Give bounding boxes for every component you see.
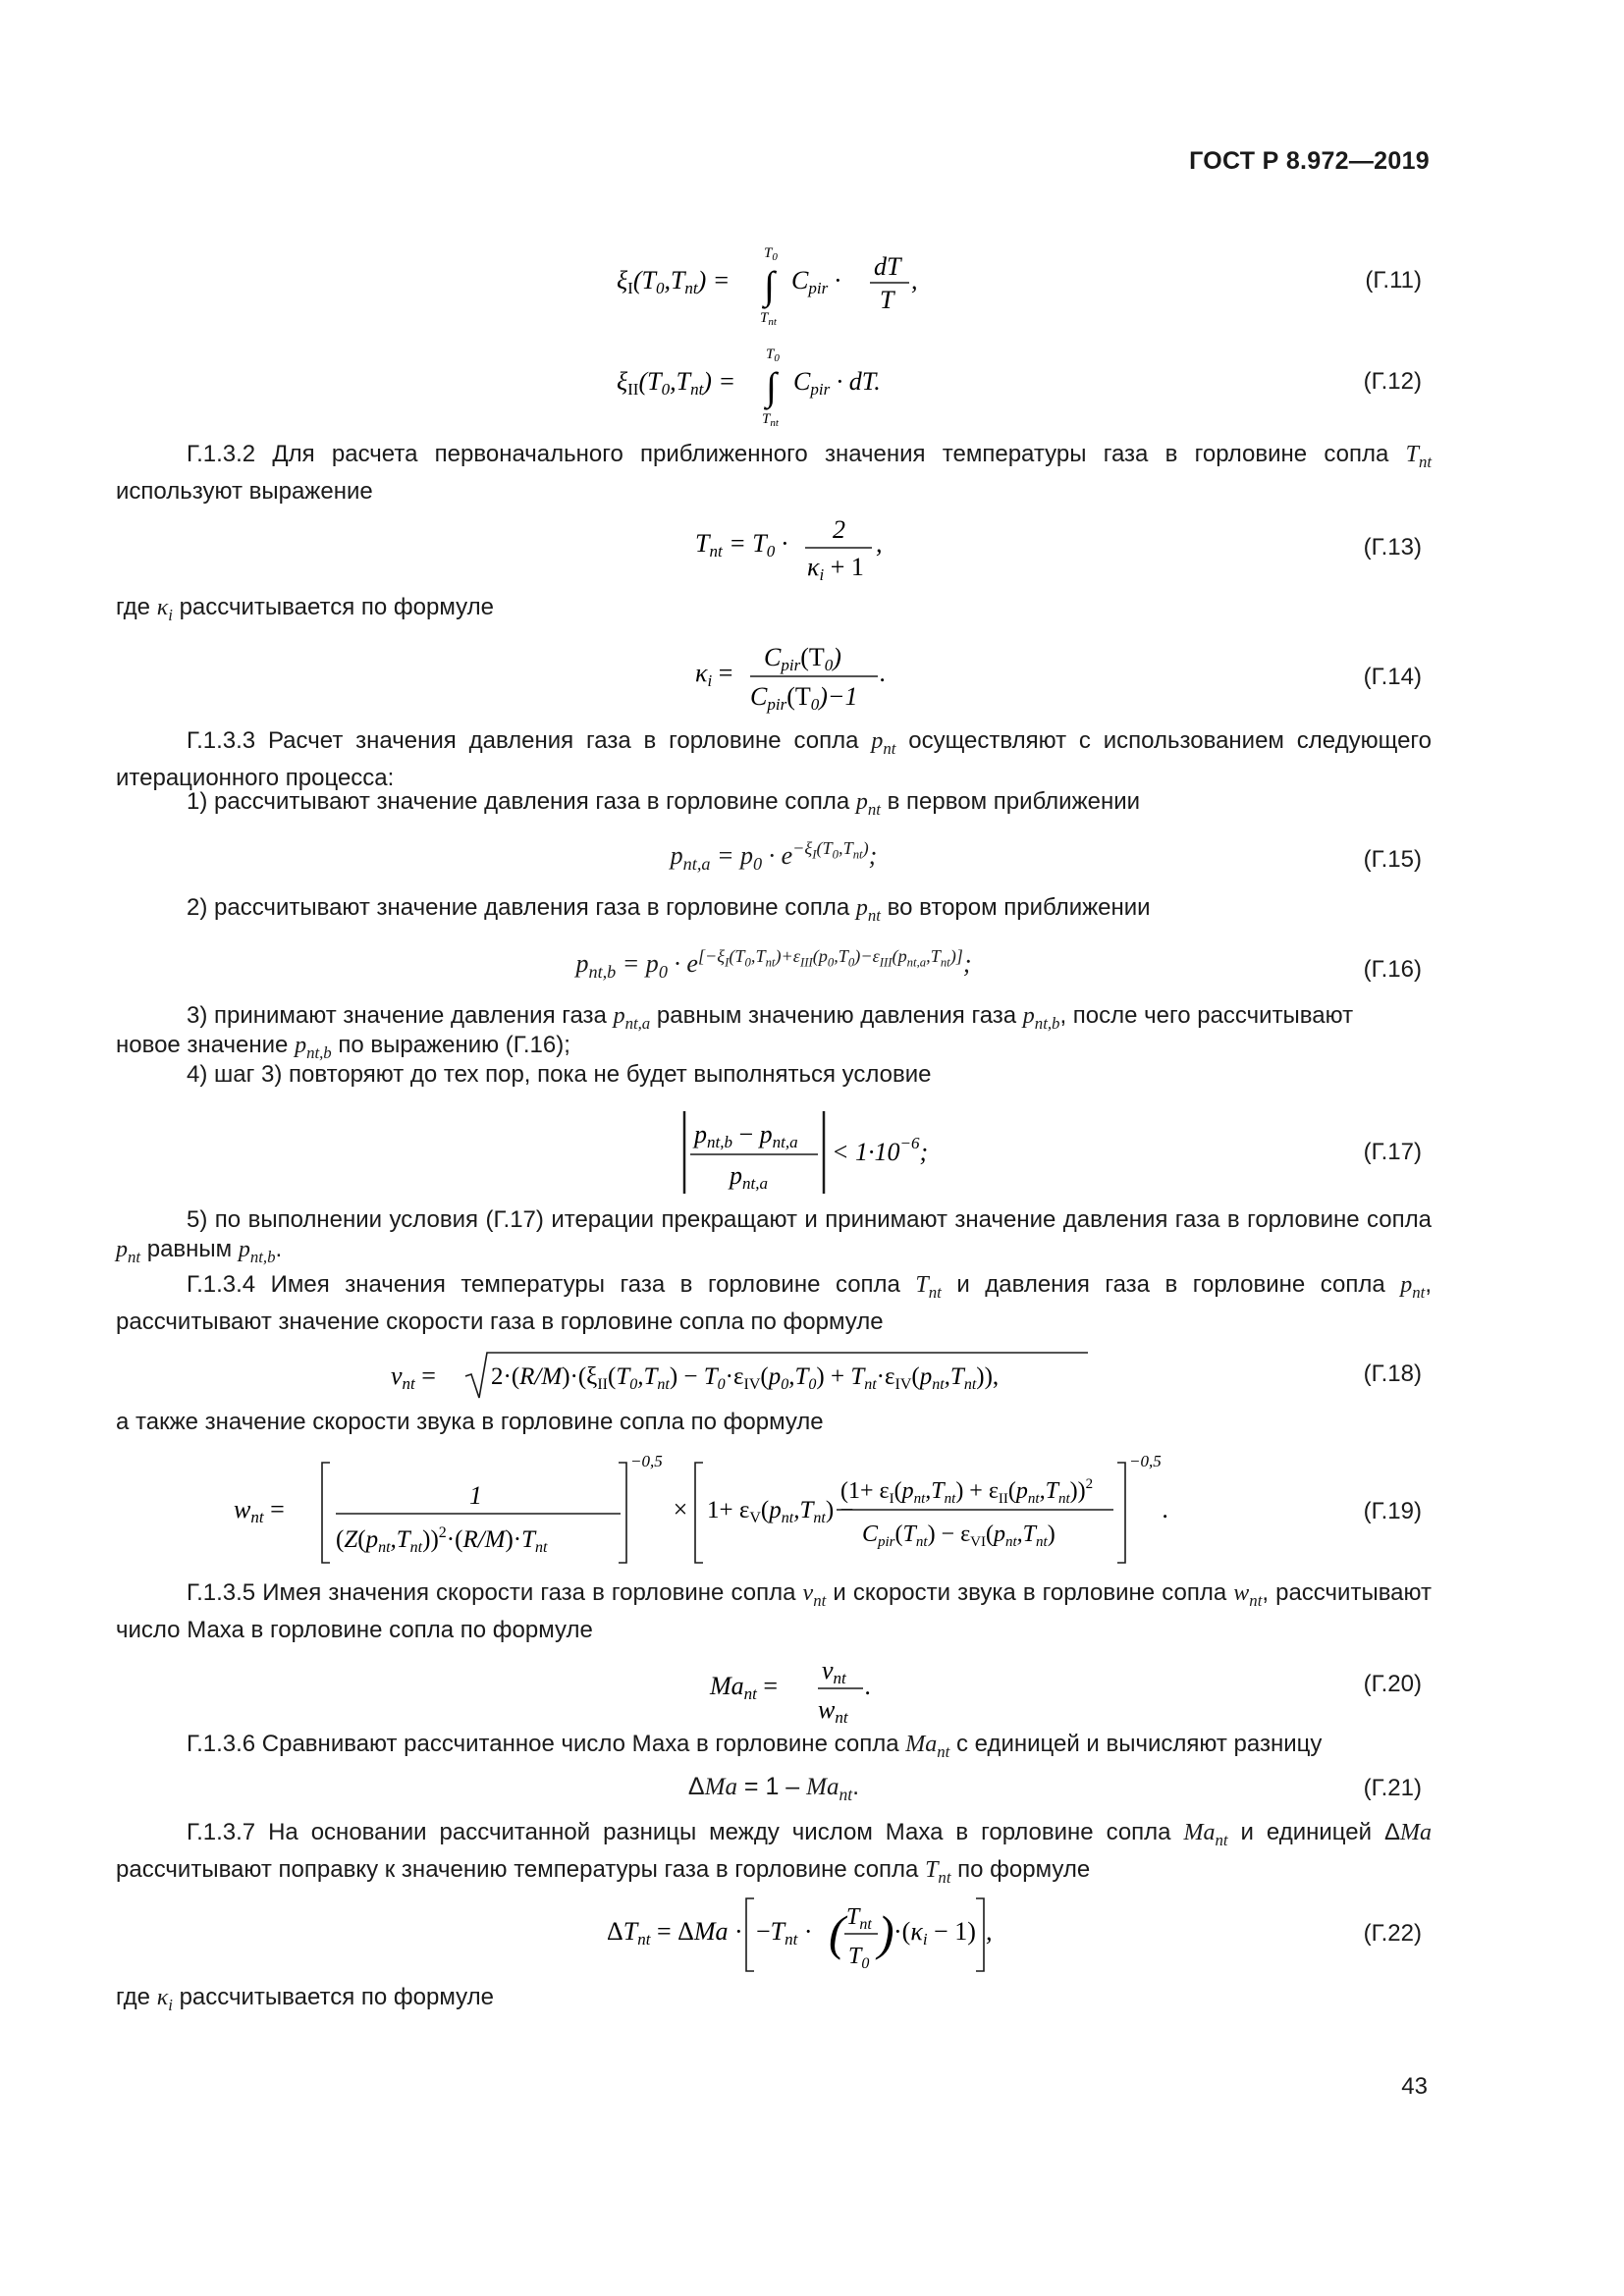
equation-g17 <box>116 1107 1432 1193</box>
g11-comma: , <box>911 266 918 294</box>
g18-lhs: vnt = <box>391 1362 436 1393</box>
g20-numerator: vnt <box>822 1656 846 1687</box>
g19-numerator-1: 1 <box>469 1481 482 1510</box>
g22-numerator: $T_{nt}$ <box>846 1904 872 1933</box>
g22-term: −Tnt · <box>756 1917 813 1949</box>
g17-denominator: pnt,a <box>730 1161 768 1193</box>
equation-g12 <box>116 339 1432 429</box>
paren-right: ) <box>878 1905 894 1960</box>
paragraph-where-kappa-2: где $\kappa_i$ рассчитывается по формуле <box>116 1984 494 2014</box>
equation-g19-formula <box>116 1453 1432 1577</box>
bracket-right <box>1117 1463 1125 1563</box>
bracket-left <box>695 1463 703 1563</box>
equation-number: (Г.18) <box>1363 1361 1422 1387</box>
paragraph-g1-3-4: Г.1.3.4 Имея значения температуры газа в горловине сопла $T_{nt}$ и давления газа в горловине сопла $p_{nt}$, рассчитывают значение скорости газа в горловине сопла по формуле <box>116 1271 1432 1335</box>
step-2: 2) рассчитывают значение давления газа в горловине сопла $p_{nt}$ во втором приближении <box>187 894 1151 925</box>
g13-lhs: Tnt = T0 · <box>695 529 788 561</box>
g19-numerator-2: $(1+ \varepsilon_I(p_{nt},T_{nt}) + \varepsilon_{II}(p_{nt},T_{nt}))^2$ <box>840 1476 1094 1507</box>
equation-number: (Г.20) <box>1363 1671 1422 1697</box>
equation-number: (Г.14) <box>1363 664 1422 690</box>
g22-comma: , <box>986 1917 993 1946</box>
g11-integrand: Cpir · <box>791 266 841 297</box>
equation-g14 <box>116 638 1432 717</box>
step-3: 3) принимают значение давления газа $p_{nt,a}$ равным значению давления газа $p_{nt,b}$, после чего рассчитывают <box>187 1002 1354 1033</box>
g20-denominator: wnt <box>818 1695 848 1727</box>
g13-numerator: 2 <box>833 515 845 544</box>
equation-g13-formula <box>116 510 1432 592</box>
g12-integrand: Cpir · dT. <box>793 367 881 399</box>
equation-g15-formula: $p_{nt,a} = p_0 \cdot e^{-\xi_I(T_0,T_{nt})}$; <box>670 838 878 874</box>
paragraph-where-kappa: где $\kappa_i$ рассчитывается по формуле <box>116 594 494 624</box>
g11-denominator: T <box>880 286 894 314</box>
g11-lower-limit: $T_{nt}$ <box>760 310 777 328</box>
equation-number: (Г.17) <box>1363 1139 1422 1165</box>
g14-lhs: κi = <box>695 659 733 690</box>
g19-denominator-2: $C_{pir}(T_{nt}) - \varepsilon_{VI}(p_{nt},T_{nt})$ <box>862 1522 1056 1550</box>
document-header: ГОСТ Р 8.972—2019 <box>1189 147 1430 175</box>
g19-exponent-2: −0,5 <box>1129 1452 1162 1470</box>
equation-g18-formula <box>116 1347 1432 1413</box>
equation-g20 <box>116 1649 1432 1728</box>
g11-numerator: dT <box>874 252 901 281</box>
paragraph-g1-3-7: Г.1.3.7 На основании рассчитанной разницы между числом Маха в горловине сопла $Ma_{nt}$ и единицей ΔMa рассчитывают поправку к значению температуры газа в горловине сопла $T_{nt}$ по формуле <box>116 1819 1432 1887</box>
equation-g21-formula: $\Delta Ma = 1 - Ma_{nt}$. <box>687 1773 860 1804</box>
g18-radicand: $2\cdot(R/M)\cdot(\xi_{II}(T_0,T_{nt}) - T_0\cdot\varepsilon_{IV}(p_0,T_0) + T_{nt}\cdot\varepsilon_{IV}(p_{nt},T_{nt}))$, <box>491 1363 1000 1393</box>
g13-comma: , <box>876 529 883 558</box>
equation-number: (Г.22) <box>1363 1920 1422 1947</box>
page-number: 43 <box>1401 2073 1428 2100</box>
paren-left: ( <box>829 1905 845 1960</box>
equation-g16-formula: $p_{nt,b} = p_0 \cdot e[-\xi I(T0,Tnt)+\varepsilon III(p0,T0)-\varepsilon III(pnt,a,Tnt)]$; <box>575 946 972 982</box>
g14-period: . <box>880 659 887 687</box>
equation-number: (Г.12) <box>1363 368 1422 395</box>
g19-exponent-1: −0,5 <box>630 1452 663 1470</box>
equation-number: (Г.13) <box>1363 534 1422 561</box>
paragraph-g1-3-6: Г.1.3.6 Сравнивают рассчитанное число Маха в горловине сопла $Ma_{nt}$ с единицей и вычисляют разницу <box>187 1731 1323 1761</box>
equation-g11-formula <box>116 238 1432 333</box>
g20-lhs: Mant = <box>710 1672 779 1703</box>
g11-upper-limit: $T_0$ <box>764 245 778 263</box>
bracket-left <box>746 1898 754 1971</box>
equation-number: (Г.11) <box>1365 267 1422 294</box>
g12-upper-limit: $T_0$ <box>766 347 780 364</box>
g14-denominator: Cpir(T0)−1 <box>750 682 858 714</box>
equation-g20-formula <box>116 1649 1432 1735</box>
g12-lhs: ξII(T0,Tnt) = <box>617 367 735 399</box>
g19-lhs: wnt = <box>234 1495 285 1526</box>
paragraph-g1-3-2: Г.1.3.2 Для расчета первоначального приближенного значения температуры газа в горловине сопла $T_{nt}$ используют выражение <box>116 441 1432 505</box>
equation-g14-formula <box>116 638 1432 723</box>
step-3-continued: новое значение $p_{nt,b}$ по выражению (Г.16); <box>116 1032 570 1062</box>
equation-number: (Г.15) <box>1363 846 1422 873</box>
step-1: 1) рассчитывают значение давления газа в горловине сопла $p_{nt}$ в первом приближении <box>187 788 1141 819</box>
equation-g19 <box>116 1452 1432 1556</box>
g22-denominator: $T_0$ <box>848 1944 870 1972</box>
paragraph-sound-speed: а также значение скорости звука в горловине сопла по формуле <box>116 1409 824 1435</box>
bracket-right <box>976 1898 984 1971</box>
equation-number: (Г.16) <box>1363 956 1422 983</box>
equation-g22 <box>116 1893 1432 1971</box>
integral-sign: ∫ <box>764 263 775 307</box>
bracket-right <box>619 1463 626 1563</box>
g17-numerator: pnt,b − pnt,a <box>694 1120 798 1151</box>
g19-period: . <box>1163 1495 1169 1523</box>
paragraph-g1-3-3: Г.1.3.3 Расчет значения давления газа в горловине сопла $p_{nt}$ осуществляют с использованием следующего итерационного процесса: <box>116 727 1433 791</box>
equation-number: (Г.19) <box>1363 1498 1422 1524</box>
equation-g13 <box>116 510 1432 589</box>
g14-numerator: Cpir(T0) <box>764 643 841 674</box>
equation-g22-formula <box>116 1893 1432 1982</box>
g19-term-1: $1+ \varepsilon_V(p_{nt},T_{nt})$ − <box>707 1497 854 1526</box>
step-5: 5) по выполнении условия (Г.17) итерации прекращают и принимают значение давления газа в горловине сопла $p_{nt}$ равным $p_{nt,b}$. <box>116 1206 1432 1266</box>
equation-g12-formula <box>116 339 1432 434</box>
integral-sign: ∫ <box>766 364 777 408</box>
g22-lhs: ΔTnt = ΔMa · <box>607 1917 743 1949</box>
g22-kappa: ·(κi − 1) <box>893 1917 976 1949</box>
g13-denominator: κi + 1 <box>807 553 864 584</box>
g19-times: × <box>672 1495 689 1523</box>
g17-rhs: < $1\cdot 10^{-6}$; <box>832 1134 929 1166</box>
g11-lhs: ξI(T0,Tnt) = <box>617 266 731 297</box>
equation-g11 <box>116 238 1432 328</box>
bracket-left <box>322 1463 330 1563</box>
equation-g17-formula <box>116 1107 1432 1204</box>
paragraph-g1-3-5: Г.1.3.5 Имея значения скорости газа в горловине сопла $v_{nt}$ и скорости звука в горловине сопла $w_{nt}$, рассчитывают число Маха в горловине сопла по формуле <box>116 1579 1432 1643</box>
step-4: 4) шаг 3) повторяют до тех пор, пока не будет выполняться условие <box>187 1061 932 1088</box>
g12-lower-limit: $T_{nt}$ <box>762 411 779 429</box>
equation-number: (Г.21) <box>1363 1775 1422 1801</box>
g19-denominator-1: $(Z(p_{nt},T_{nt}))^2\cdot(R/M)\cdot T_{nt}$ <box>336 1524 548 1556</box>
g20-period: . <box>865 1672 872 1700</box>
